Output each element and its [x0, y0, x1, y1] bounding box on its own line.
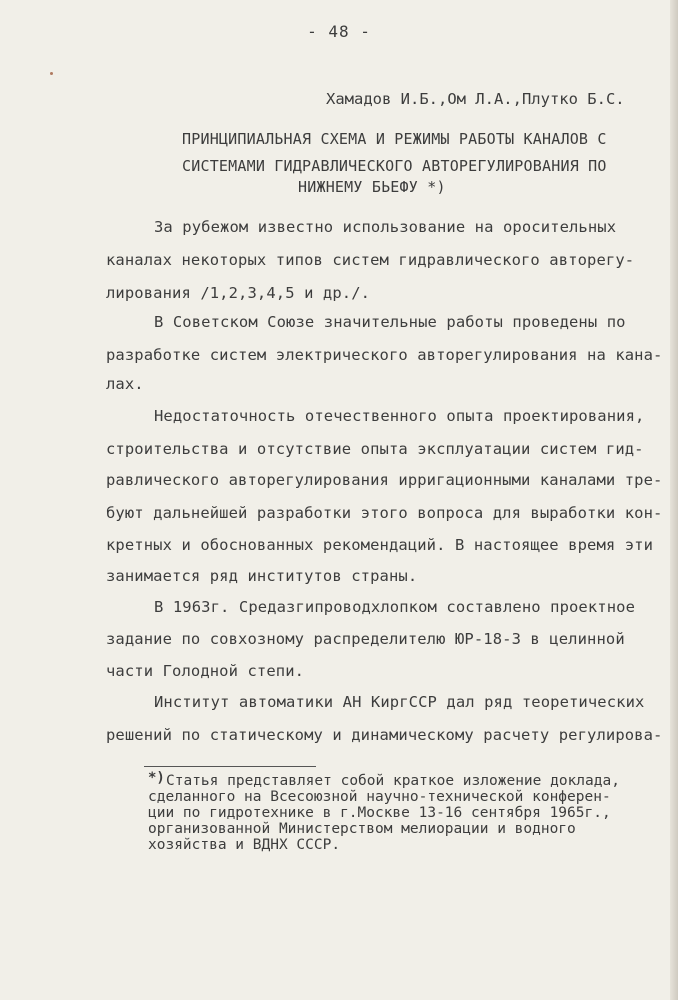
body-line-17: решений по статическому и динамическому расчету регулирова- [106, 726, 663, 744]
body-line-9: равлического авторегулирования ирригационными каналами тре- [106, 471, 663, 489]
footnote-line-4: организованной Министерством мелиорации и водного [148, 821, 576, 837]
page-number: - 48 - [307, 22, 371, 41]
body-line-2: каналах некоторых типов систем гидравлического авторегу- [106, 251, 635, 269]
footnote-line-5: хозяйства и ВДНХ СССР. [148, 837, 341, 853]
body-line-3: лирования /1,2,3,4,5 и др./. [106, 284, 371, 302]
body-line-15: части Голодной степи. [106, 662, 305, 680]
page-edge-shadow [670, 0, 678, 1000]
footnote-line-2: сделанного на Всесоюзной научно-технической конферен- [148, 789, 611, 805]
body-line-5: разработке систем электрического авторегулирования на кана- [106, 346, 663, 364]
body-line-11: кретных и обоснованных рекомендаций. В настоящее время эти [106, 536, 654, 554]
footnote-mark: *) [148, 770, 165, 786]
title-line-1: ПРИНЦИПИАЛЬНАЯ СХЕМА И РЕЖИМЫ РАБОТЫ КАНАЛОВ С [182, 130, 607, 148]
body-line-7: Недостаточность отечественного опыта проектирования, [154, 407, 645, 425]
paper-speck [50, 72, 53, 75]
body-line-1: За рубежом известно использование на оросительных [154, 218, 617, 236]
body-line-8: строительства и отсутствие опыта эксплуатации систем гид- [106, 440, 644, 458]
body-line-16: Институт автоматики АН КиргССР дал ряд теоретических [154, 693, 645, 711]
footnote-separator [144, 766, 316, 767]
authors-line: Хамадов И.Б.,Ом Л.А.,Плутко Б.С. [326, 90, 625, 108]
title-line-3: НИЖНЕМУ БЬЕФУ *) [298, 178, 446, 196]
body-line-4: В Советском Союзе значительные работы проведены по [154, 313, 626, 331]
footnote-line-3: ции по гидротехнике в г.Москве 13-16 сентября 1965г., [148, 805, 611, 821]
body-line-13: В 1963г. Средазгипроводхлопком составлено проектное [154, 598, 636, 616]
title-line-2: СИСТЕМАМИ ГИДРАВЛИЧЕСКОГО АВТОРЕГУЛИРОВАНИЯ ПО [182, 157, 607, 175]
body-line-10: буют дальнейшей разработки этого вопроса для выработки кон- [106, 504, 663, 522]
body-line-12: занимается ряд институтов страны. [106, 567, 418, 585]
body-line-6: лах. [106, 375, 144, 393]
body-line-14: задание по совхозному распределителю ЮР-18-3 в целинной [106, 630, 625, 648]
footnote-line-1: Статья представляет собой краткое изложение доклада, [166, 773, 620, 789]
